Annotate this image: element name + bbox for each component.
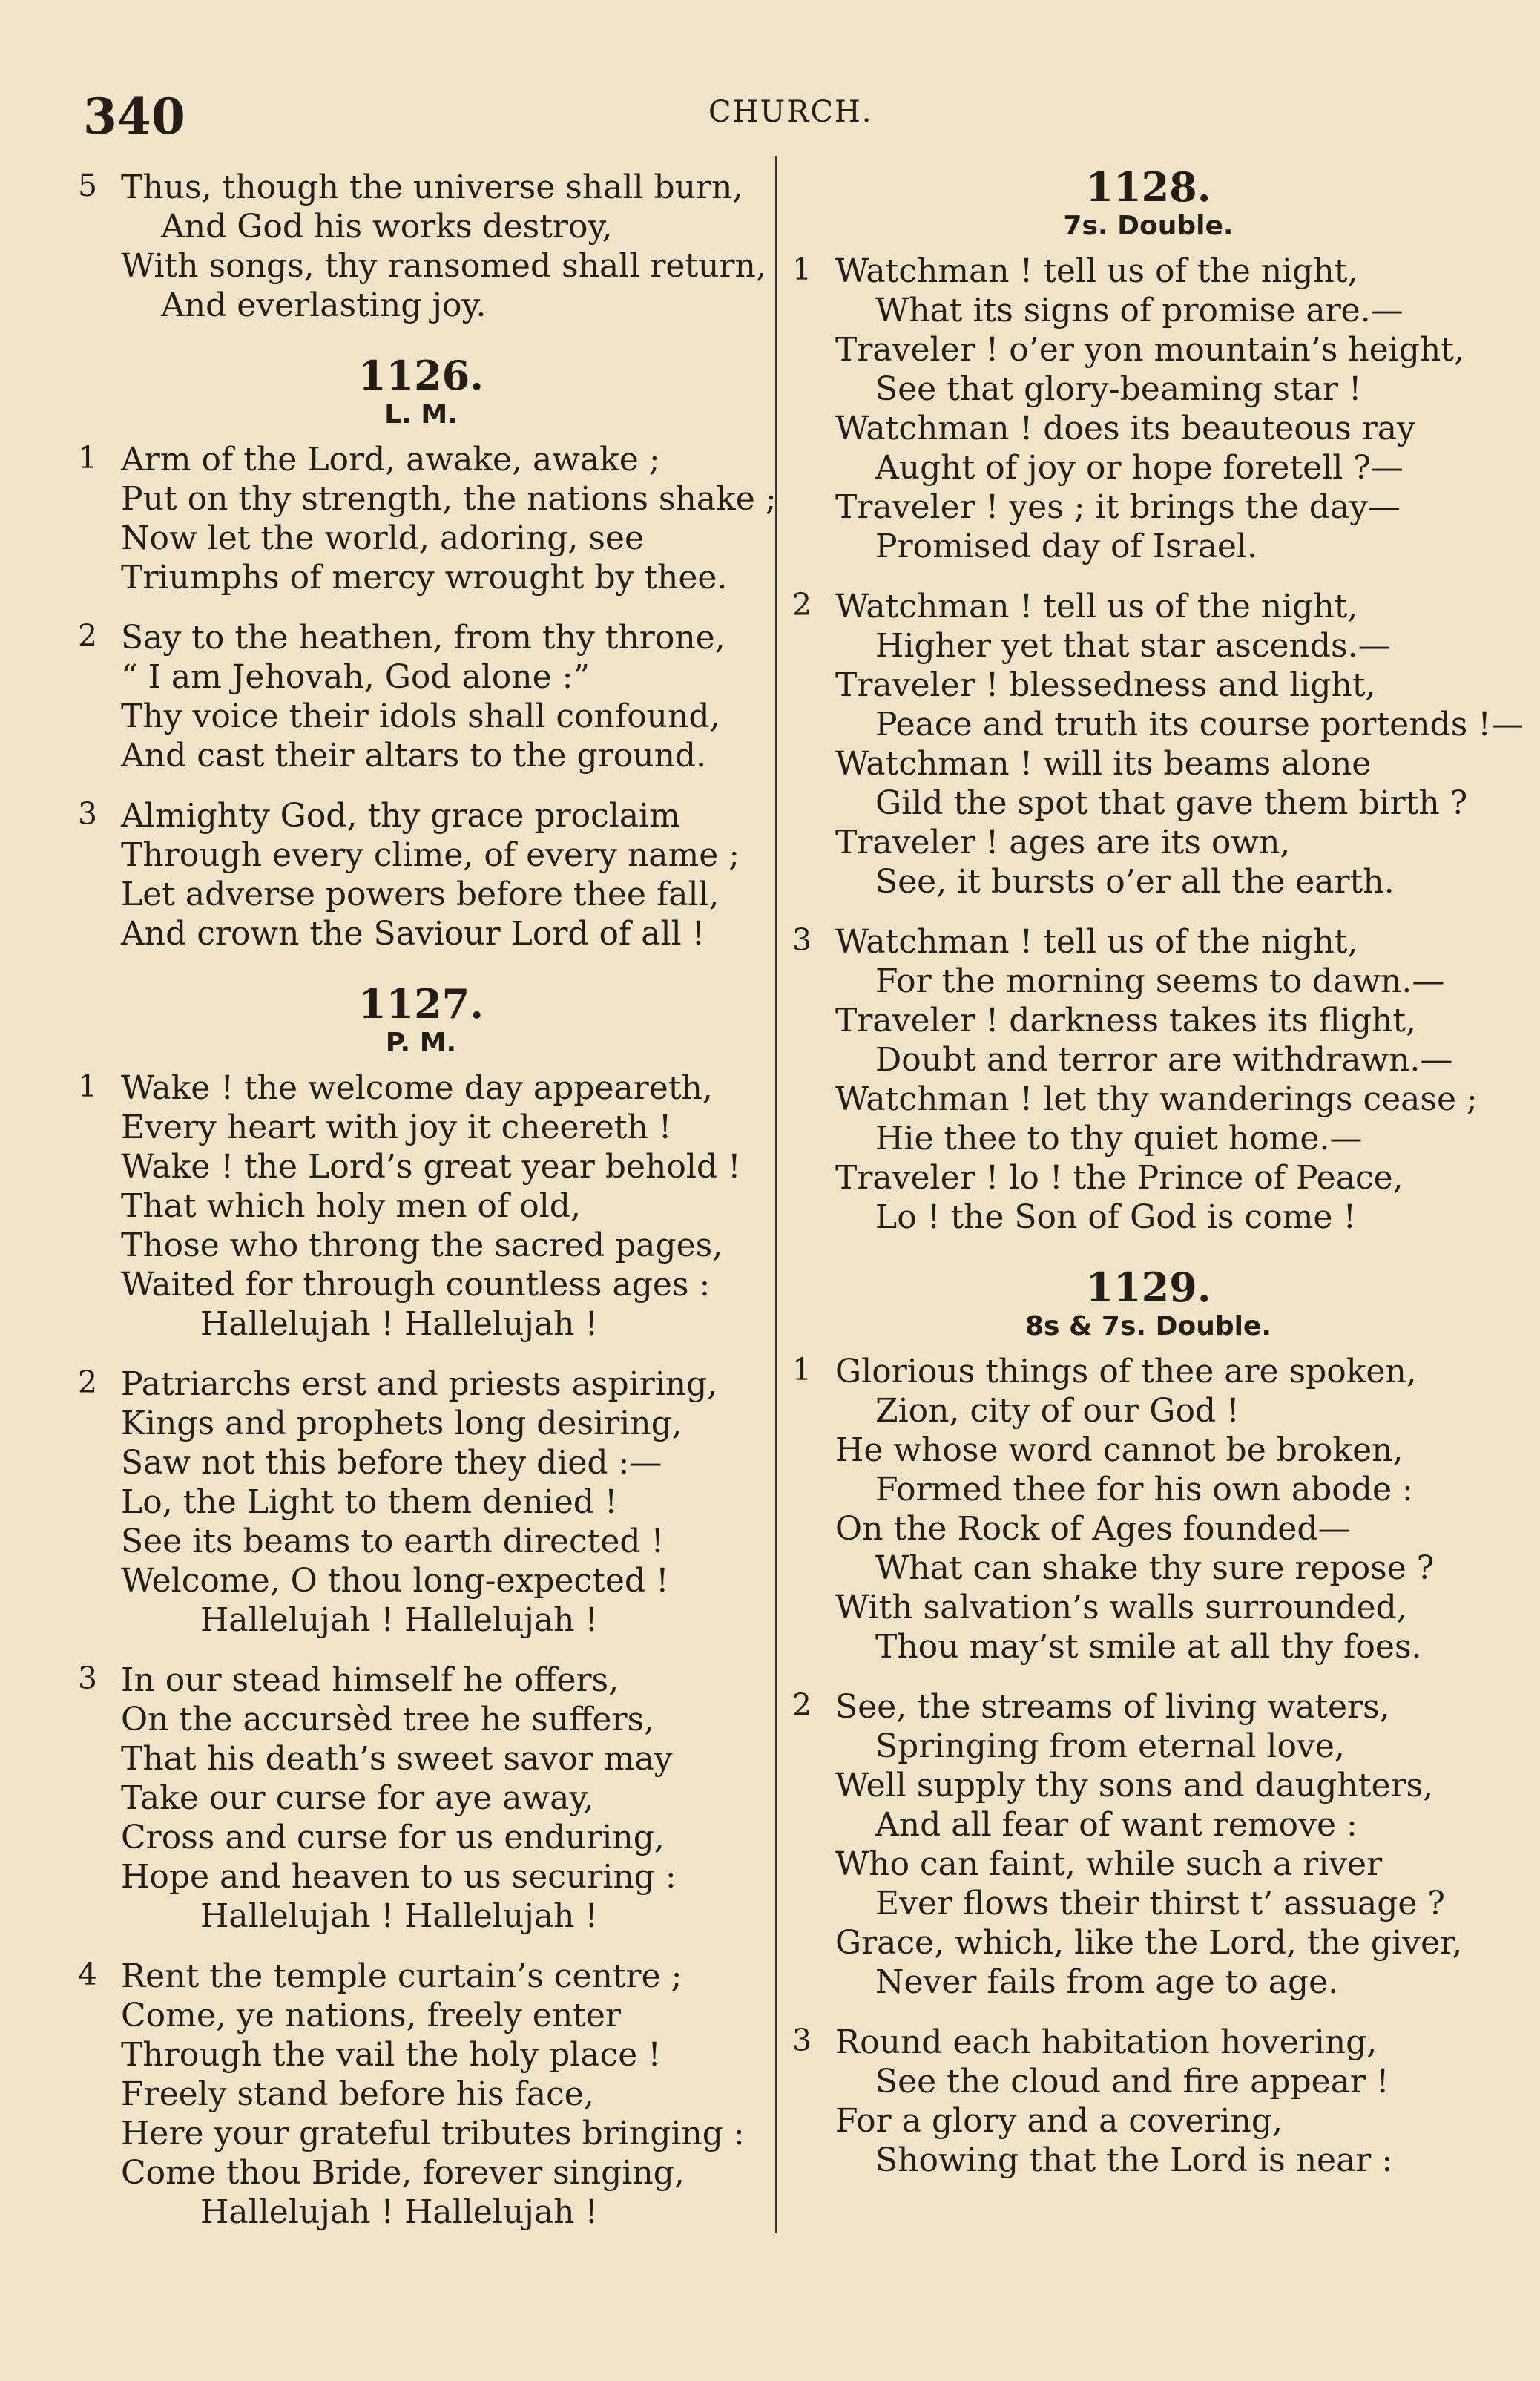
hymn-meter: L. M. — [384, 399, 458, 430]
verse-line: Welcome, O thou long-expected ! — [121, 1562, 669, 1600]
verse-line: Traveler ! darkness takes its flight, — [835, 1002, 1417, 1040]
stanza-number: 3 — [78, 1661, 98, 1696]
verse-line: And God his works destroy, — [161, 208, 613, 246]
verse-line: Hallelujah ! Hallelujah ! — [200, 2193, 599, 2231]
stanza-number: 2 — [792, 1687, 812, 1723]
verse-line: That his death’s sweet savor may — [121, 1740, 673, 1778]
verse-line: And crown the Saviour Lord of all ! — [121, 915, 705, 953]
verse-line: Hallelujah ! Hallelujah ! — [200, 1305, 599, 1343]
verse-line: See, it bursts o’er all the earth. — [875, 863, 1395, 901]
verse-line: Come thou Bride, forever singing, — [121, 2154, 685, 2192]
verse-line: Gild the spot that gave them birth ? — [875, 784, 1468, 822]
verse-line: Rent the temple curtain’s centre ; — [121, 1957, 682, 1995]
verse-line: Watchman ! tell us of the night, — [835, 252, 1358, 290]
hymn-number: 1126. — [358, 352, 484, 399]
verse-line: Doubt and terror are withdrawn.— — [875, 1041, 1453, 1079]
verse-line: Peace and truth its course portends !— — [875, 706, 1524, 743]
verse-line: Watchman ! let thy wanderings cease ; — [835, 1080, 1478, 1118]
stanza — [78, 168, 764, 325]
hymn — [78, 980, 764, 2232]
hymn-meter: 7s. Double. — [1063, 211, 1234, 241]
stanza-number: 1 — [78, 1068, 98, 1104]
verse-line: Aught of joy or hope foretell ?— — [875, 449, 1404, 487]
verse-line: Cross and curse for us enduring, — [121, 1819, 665, 1856]
verse-line: Arm of the Lord, awake, awake ; — [121, 441, 660, 479]
verse-line: Traveler ! ages are its own, — [835, 824, 1291, 861]
verse-line: Patriarchs erst and priests aspiring, — [121, 1365, 718, 1403]
verse-line: With salvation’s walls surrounded, — [835, 1589, 1407, 1626]
verse-line: Lo, the Light to them denied ! — [121, 1483, 618, 1521]
verse-line: That which holy men of old, — [121, 1187, 581, 1225]
verse-line: Hallelujah ! Hallelujah ! — [200, 1601, 599, 1639]
verse-line: See the cloud and fire appear ! — [875, 2063, 1389, 2101]
verse-line: He whose word cannot be broken, — [835, 1431, 1404, 1469]
stanza-number: 1 — [792, 1352, 812, 1387]
verse-line: Traveler ! blessedness and light, — [835, 666, 1376, 704]
hymn-meter: 8s & 7s. Double. — [1024, 1311, 1272, 1341]
verse-line: Springing from eternal love, — [875, 1727, 1345, 1765]
stanza — [792, 922, 1504, 1237]
stanza — [78, 618, 764, 775]
stanza — [78, 1957, 764, 2232]
verse-line: Traveler ! o’er yon mountain’s height, — [835, 331, 1464, 369]
verse-line: Triumphs of mercy wrought by thee. — [121, 559, 728, 597]
stanza-number: 2 — [792, 587, 812, 623]
verse-line: For a glory and a covering, — [835, 2102, 1283, 2140]
stanza — [78, 1364, 764, 1640]
verse-line: Showing that the Lord is near : — [875, 2141, 1393, 2179]
verse-line: Thou may’st smile at all thy foes. — [875, 1628, 1422, 1666]
verse-line: Formed thee for his own abode : — [875, 1471, 1413, 1508]
stanza — [792, 1687, 1504, 2002]
verse-line: Hie thee to thy quiet home.— — [875, 1120, 1363, 1157]
stanza-number: 5 — [78, 168, 98, 203]
verse-line: Watchman ! will its beams alone — [835, 745, 1372, 783]
verse-line: Hallelujah ! Hallelujah ! — [200, 1897, 599, 1935]
verse-line: In our stead himself he offers, — [121, 1661, 619, 1699]
stanza-number: 3 — [792, 922, 812, 958]
running-head: CHURCH. — [708, 95, 873, 129]
stanza — [78, 1068, 764, 1344]
verse-line: What can shake thy sure repose ? — [875, 1549, 1435, 1587]
hymn — [792, 163, 1524, 1237]
verse-line: Traveler ! yes ; it brings the day— — [835, 488, 1401, 526]
hymn — [78, 352, 777, 953]
page-header — [0, 0, 1540, 171]
verse-line: Freely stand before his face, — [121, 2075, 594, 2113]
verse-line: Take our curse for aye away, — [121, 1779, 594, 1817]
verse-line: For the morning seems to dawn.— — [875, 962, 1445, 1000]
hymn-meter: P. M. — [385, 1028, 457, 1058]
verse-line: Lo ! the Son of God is come ! — [875, 1198, 1357, 1236]
verse-line: Promised day of Israel. — [875, 528, 1258, 565]
verse-line: Higher yet that star ascends.— — [875, 627, 1391, 665]
verse-line: Hope and heaven to us securing : — [121, 1858, 677, 1896]
verse-line: See that glory-beaming star ! — [875, 370, 1362, 408]
stanza — [78, 1661, 764, 1936]
hymn-number: 1128. — [1085, 163, 1211, 211]
verse-line: Kings and prophets long desiring, — [121, 1405, 682, 1442]
verse-line: Waited for through countless ages : — [121, 1266, 711, 1304]
verse-line: Here your grateful tributes bringing : — [121, 2115, 745, 2152]
hymn-number: 1129. — [1085, 1264, 1211, 1311]
verse-line: Watchman ! tell us of the night, — [835, 588, 1358, 625]
stanza — [792, 587, 1524, 902]
stanza-number: 1 — [78, 440, 98, 476]
verse-line: Saw not this before they died :— — [121, 1444, 662, 1482]
stanza — [792, 1352, 1504, 1666]
right-column — [792, 163, 1524, 2201]
verse-line: Thus, though the universe shall burn, — [121, 168, 743, 206]
verse-line: See, the streams of living waters, — [835, 1688, 1390, 1726]
stanza — [792, 2023, 1504, 2180]
column-divider — [775, 156, 777, 2233]
page-number: 340 — [83, 88, 185, 145]
verse-line: Wake ! the Lord’s great year behold ! — [121, 1148, 741, 1186]
stanza — [78, 440, 777, 597]
verse-line: On the Rock of Ages founded— — [835, 1510, 1351, 1548]
verse-line: Round each habitation hovering, — [835, 2023, 1378, 2061]
stanza-number: 2 — [78, 1364, 98, 1400]
verse-line: Well supply thy sons and daughters, — [835, 1767, 1434, 1804]
verse-line: “ I am Jehovah, God alone :” — [121, 658, 590, 696]
verse-line: Put on thy strength, the nations shake ; — [121, 480, 777, 518]
verse-line: And everlasting joy. — [161, 286, 487, 324]
verse-line: Almighty God, thy grace proclaim — [121, 797, 680, 835]
verse-line: Watchman ! does its beauteous ray — [835, 410, 1415, 447]
verse-line: Say to the heathen, from thy throne, — [121, 619, 725, 657]
verse-line: Wake ! the welcome day appeareth, — [121, 1069, 713, 1107]
verse-line: Zion, city of our God ! — [875, 1392, 1240, 1430]
verse-line: Glorious things of thee are spoken, — [835, 1353, 1417, 1390]
stanza-number: 2 — [78, 618, 98, 654]
stanza-number: 1 — [792, 252, 812, 287]
verse-line: And all fear of want remove : — [875, 1806, 1358, 1844]
verse-line: Grace, which, like the Lord, the giver, — [835, 1924, 1463, 1962]
hymn — [792, 1264, 1504, 2180]
verse-line: See its beams to earth directed ! — [121, 1523, 665, 1560]
verse-line: Let adverse powers before thee fall, — [121, 876, 720, 913]
verse-line: Through the vail the holy place ! — [121, 2036, 661, 2074]
verse-line: Never fails from age to age. — [875, 1963, 1339, 2001]
verse-line: What its signs of promise are.— — [875, 292, 1404, 329]
hymn-number: 1127. — [358, 980, 484, 1028]
verse-line: With songs, thy ransomed shall return, — [121, 247, 766, 285]
stanza-number: 3 — [78, 796, 98, 832]
left-column — [78, 163, 777, 2253]
verse-line: Traveler ! lo ! the Prince of Peace, — [835, 1159, 1404, 1197]
verse-line: Watchman ! tell us of the night, — [835, 923, 1358, 961]
verse-line: Come, ye nations, freely enter — [121, 1997, 621, 2034]
verse-line: Every heart with joy it cheereth ! — [121, 1109, 672, 1146]
verse-line: Who can faint, while such a river — [835, 1845, 1383, 1883]
verse-line: Through every clime, of every name ; — [121, 836, 740, 874]
verse-line: Now let the world, adoring, see — [121, 519, 644, 557]
stanza-number: 3 — [792, 2023, 812, 2058]
verse-line: Those who throng the sacred pages, — [121, 1226, 723, 1264]
stanza — [792, 252, 1504, 566]
verse-line: Ever flows their thirst t’ assuage ? — [875, 1885, 1446, 1922]
stanza — [78, 796, 764, 953]
verse-line: And cast their altars to the ground. — [121, 737, 707, 775]
stanza-number: 4 — [78, 1957, 98, 1992]
verse-line: On the accursèd tree he suffers, — [121, 1701, 655, 1738]
verse-line: Thy voice their idols shall confound, — [121, 697, 720, 735]
